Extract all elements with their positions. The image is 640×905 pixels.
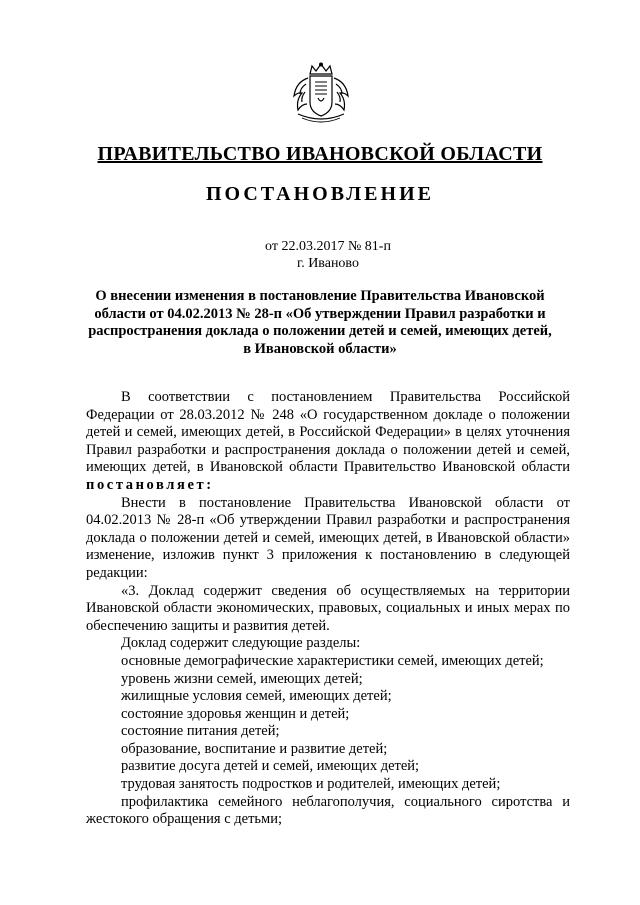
paragraph-preamble [86,389,570,495]
section-item: состояние питания детей; [121,723,280,740]
section-item: образование, воспитание и развитие детей; [121,740,388,757]
section-item: состояние здоровья женщин и детей; [121,705,350,722]
paragraph-sections-intro: Доклад содержит следующие разделы: [121,635,361,652]
preamble-text: В соответствии с постановлением Правительства Российской Федерации от 28.03.2012 № 248 «О государственном докладе о положении детей и семей, имеющих детей, в Российской Федерации» в целях уточнения Правил разработки и распространения доклада о положении детей и семей, имеющих детей, в Ивановской области Правительство Ивановской области [86,389,570,476]
section-item: профилактика семейного неблагополучия, социального сиротства и жестокого обращения с детьми; [86,793,570,828]
document-body [86,389,570,829]
city: г. Иваново [297,256,359,271]
paragraph-amendment: Внести в постановление Правительства Ивановской области от 04.02.2013 № 28-п «Об утверждении Правил разработки и распространения доклада о положении детей и семей, имеющих детей, в Ивановской области» изменение, изложив пункт 3 приложения к постановлению в следующей редакции: [86,494,570,581]
section-item: уровень жизни семей, имеющих детей; [121,670,363,687]
government-title: ПРАВИТЕЛЬСТВО ИВАНОВСКОЙ ОБЛАСТИ [97,143,543,165]
section-item: основные демографические характеристики семей, имеющих детей; [121,652,544,669]
decree-word: постановляет: [86,476,214,493]
section-item: развитие досуга детей и семей, имеющих детей; [121,758,420,775]
section-item: трудовая занятость подростков и родителей, имеющих детей; [121,776,501,793]
document-subject: О внесении изменения в постановление Правительства Ивановской области от 04.02.2013 № 28-п «Об утверждении Правил разработки и распространения доклада о положении детей и семей, имеющих детей, в Ивановской области» [88,288,552,357]
coat-of-arms-emblem [288,62,354,124]
document-type-title: ПОСТАНОВЛЕНИЕ [206,183,434,205]
date-and-number: от 22.03.2017 № 81-п [265,239,391,254]
section-item: жилищные условия семей, имеющих детей; [121,688,392,705]
paragraph-clause-3: «3. Доклад содержит сведения об осуществляемых на территории Ивановской области экономических, правовых, социальных и иных мерах по обеспечению защиты и развития детей. [86,582,570,634]
